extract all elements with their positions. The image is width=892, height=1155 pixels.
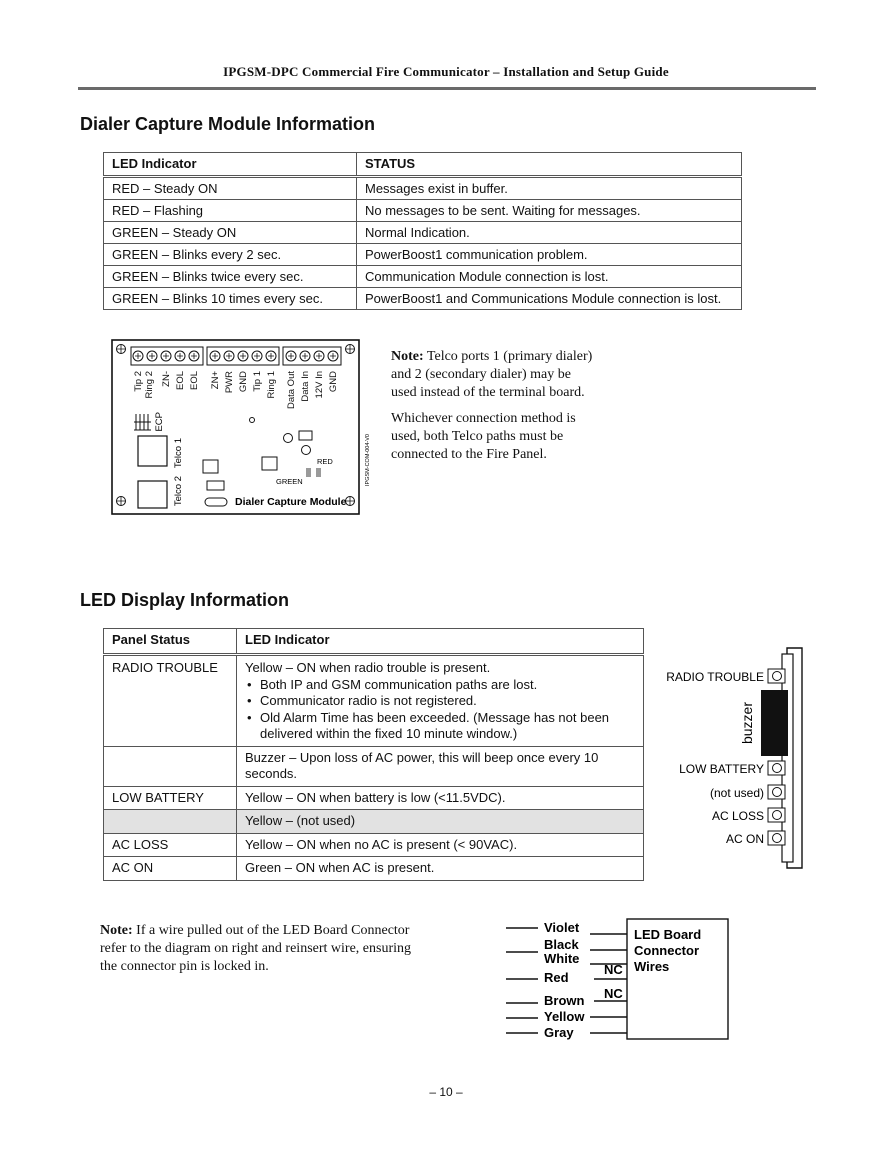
note-line: Note: Telco ports 1 (primary dialer) [391,349,593,364]
cell-text: Yellow – ON when radio trouble is present. [245,660,491,675]
dialer-capture-module-diagram [110,338,371,518]
table-cell: PowerBoost1 and Communications Module connection is lost. [357,288,742,310]
table-cell [237,655,644,747]
table-row [104,200,742,222]
table-row [104,833,644,857]
terminal-label: Ring 2 [144,371,155,399]
table-row [104,857,644,881]
terminal-label: 12V In [314,371,325,399]
note-line: and 2 (secondary dialer) may be [391,367,571,382]
terminal-label: EOL [175,371,186,391]
table-cell: Normal Indication. [357,222,742,244]
page-number: – 10 – [429,1085,463,1099]
telco-2-jack [138,481,167,508]
table-cell: Buzzer – Upon loss of AC power, this will beep once every 10 seconds. [237,746,644,786]
connector-box-title: LED Board [634,927,702,942]
connector-box-title: Wires [634,959,670,974]
header-rule [78,87,816,90]
led-panel-diagram [660,640,810,875]
note-line: Whichever connection method is [391,411,576,426]
terminal-label: PWR [224,371,235,394]
wire-stubs [506,928,538,1033]
red-led-label: RED [317,457,333,466]
telco-1-label: Telco 1 [173,438,184,469]
red-led [316,468,321,477]
terminal-label: Tip 2 [133,371,144,392]
not-used-label: (not used) [709,786,764,800]
terminal-label: Tip 1 [252,371,263,392]
wire-label: White [544,951,580,966]
buzzer-label: buzzer [739,701,755,745]
column-header-led-indicator: LED Indicator [237,629,644,655]
connector-box-title: Connector [634,943,699,958]
table-row [104,746,644,786]
terminal-label: ZN+ [210,371,221,390]
terminal-label: Data Out [286,371,297,410]
table-cell: AC ON [104,857,237,881]
terminal-label: Ring 1 [266,371,277,399]
table-cell [104,810,237,834]
table-cell: GREEN – Steady ON [104,222,357,244]
green-led-label: GREEN [276,477,303,486]
led-section-title: LED Display Information [80,590,290,610]
table-cell: Communication Module connection is lost. [357,266,742,288]
wire-label: Black [544,937,579,952]
bullet-list [245,677,635,743]
table-row [104,266,742,288]
column-header-panel-status: Panel Status [104,629,237,655]
terminal-label: EOL [189,371,200,391]
note-line: Note: If a wire pulled out of the LED Board Connector [100,923,410,938]
table-cell: AC LOSS [104,833,237,857]
table-row [104,810,644,834]
pin-lines [590,934,627,1033]
terminal-label: ZN- [161,371,172,387]
note-line: used instead of the terminal board. [391,385,585,400]
radio-trouble-label: RADIO TROUBLE [666,670,764,684]
list-item: • Both IP and GSM communication paths are lost. [245,677,635,694]
table-row [104,244,742,266]
note-line: used, both Telco paths must be [391,429,564,444]
column-header-led-indicator: LED Indicator [104,153,357,177]
table-cell: GREEN – Blinks twice every sec. [104,266,357,288]
terminal-label: GND [328,371,339,393]
buzzer-block [761,690,788,756]
table-row [104,786,644,810]
note-line: the connector pin is locked in. [100,959,269,974]
telco-note [391,348,651,464]
table-header-row [104,629,644,655]
table-cell: PowerBoost1 communication problem. [357,244,742,266]
dialer-section-title: Dialer Capture Module Information [80,114,376,134]
table-header-row [104,153,742,177]
running-header: IPGSM-DPC Commercial Fire Communicator – Installation and Setup Guide [223,64,669,79]
table-cell: RADIO TROUBLE [104,655,237,747]
wire-label: Brown [544,993,585,1008]
mounting-hole-icon [346,497,355,506]
mounting-hole-icon [117,345,126,354]
terminal-block-right [283,347,341,365]
terminal-label: GND [238,371,249,393]
wire-label: Gray [544,1025,574,1040]
ecp-label: ECP [154,412,165,432]
table-cell: No messages to be sent. Waiting for messages. [357,200,742,222]
table-cell: Yellow – (not used) [237,810,644,834]
led-display-table [103,628,644,881]
telco-2-label: Telco 2 [173,476,184,507]
list-item: • Old Alarm Time has been exceeded. (Message has not been delivered within the fixed 10 minute window.) [245,710,635,743]
table-cell: Yellow – ON when no AC is present (< 90VAC). [237,833,644,857]
telco-1-jack [138,436,167,466]
column-header-status: STATUS [357,153,742,177]
note-line: refer to the diagram on right and reinsert wire, ensuring [100,941,412,956]
note-line: connected to the Fire Panel. [391,447,547,462]
nc-label: NC [604,986,623,1001]
wire-label: Yellow [544,1009,585,1024]
table-cell: RED – Flashing [104,200,357,222]
table-cell: LOW BATTERY [104,786,237,810]
table-cell [104,746,237,786]
terminal-block-middle [207,347,279,365]
table-cell: Messages exist in buffer. [357,177,742,200]
table-row [104,222,742,244]
ac-loss-label: AC LOSS [711,809,764,823]
table-cell: GREEN – Blinks 10 times every sec. [104,288,357,310]
table-cell: Yellow – ON when battery is low (<11.5VDC). [237,786,644,810]
table-row [104,655,644,747]
table-row [104,177,742,200]
mounting-hole-icon [117,497,126,506]
nc-label: NC [604,962,623,977]
connector-note [100,922,500,976]
table-row [104,288,742,310]
table-cell: Green – ON when AC is present. [237,857,644,881]
low-battery-label: LOW BATTERY [679,762,764,776]
table-cell: RED – Steady ON [104,177,357,200]
table-cell: GREEN – Blinks every 2 sec. [104,244,357,266]
mounting-hole-icon [346,345,355,354]
terminal-block-left [131,347,203,365]
terminal-label: Data In [300,371,311,402]
connector-wires-diagram [500,912,735,1044]
wire-label: Violet [544,920,580,935]
module-name-label: Dialer Capture Module [235,496,347,508]
dialer-led-table [103,152,742,310]
ac-on-label: AC ON [725,832,764,846]
green-led [306,468,311,477]
figure-code: IPGSM-COM-004-V0 [365,434,371,486]
wire-label: Red [544,970,569,985]
list-item: • Communicator radio is not registered. [245,693,635,710]
